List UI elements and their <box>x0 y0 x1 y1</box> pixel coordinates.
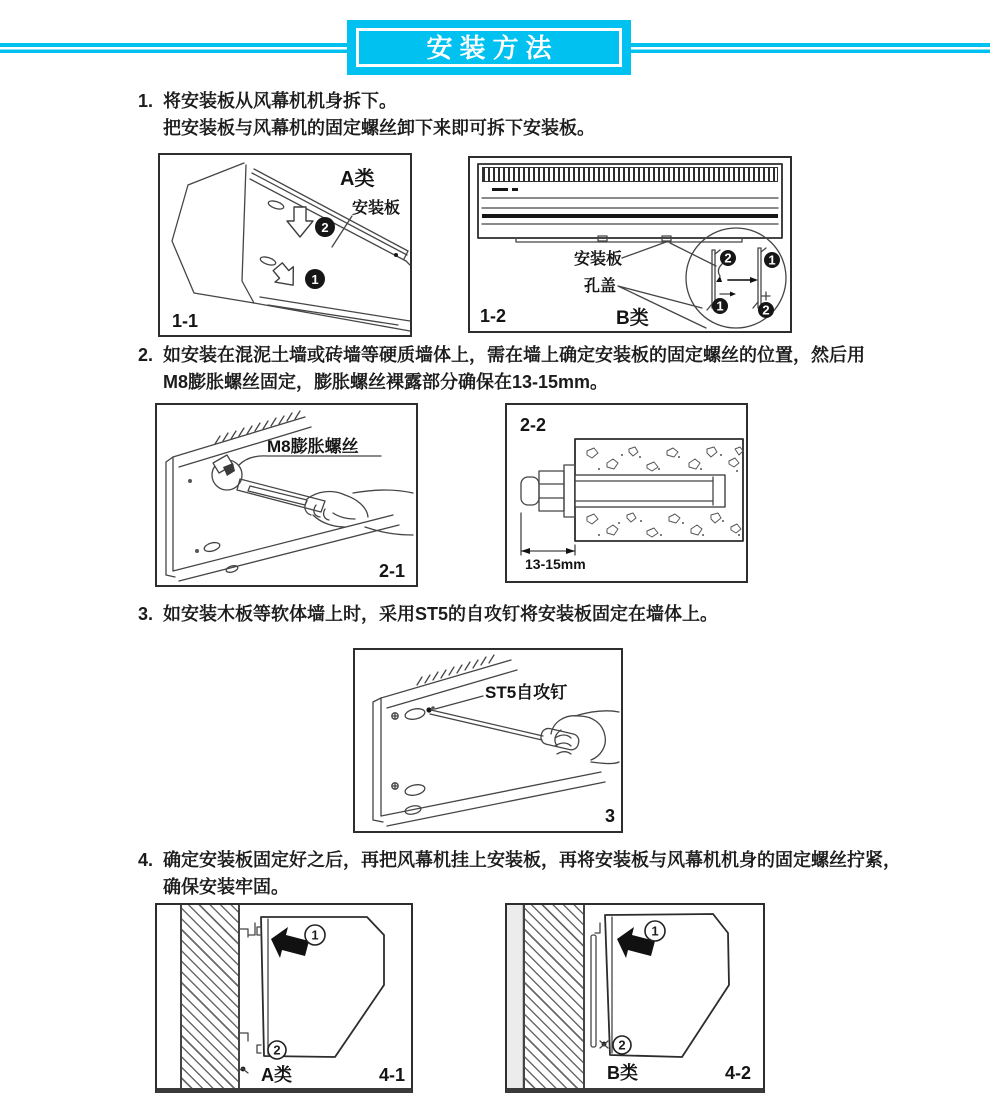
step-1-line-1: 将安装板从风幕机机身拆下。 <box>163 91 397 111</box>
hand <box>551 711 619 764</box>
step-2-text <box>163 342 865 396</box>
arrow-down-icon <box>287 207 313 237</box>
figure-4-1 <box>155 903 413 1093</box>
step-3-line-1: 如安装木板等软体墙上时，采用ST5的自攻钉将安装板固定在墙体上。 <box>163 604 719 624</box>
figure-caption: 1-1 <box>172 311 199 331</box>
figure-2-2-drawing <box>507 405 746 581</box>
figure-1-2-drawing <box>470 158 790 331</box>
svg-text:2: 2 <box>273 1042 281 1058</box>
step-1-text <box>163 88 595 142</box>
expansion-bolt <box>521 465 725 517</box>
figure-caption: 3 <box>605 806 616 826</box>
mounting-plate-label: 安装板 <box>352 200 401 217</box>
detail-marker-2 <box>720 250 736 266</box>
figure-1-1 <box>158 153 412 337</box>
svg-text:1: 1 <box>311 272 319 287</box>
step-marker-2-outline <box>268 1041 286 1059</box>
type-b-label: B类 <box>607 1063 638 1083</box>
page-title: 安装方法 <box>426 32 559 63</box>
svg-text:1: 1 <box>651 923 659 939</box>
m8-bolt-label: M8膨胀螺丝 <box>267 437 359 456</box>
step-marker-2-filled <box>315 217 335 237</box>
wrench <box>212 455 325 512</box>
svg-text:2: 2 <box>618 1037 626 1053</box>
step-4-number: 4. <box>138 850 154 870</box>
svg-text:1: 1 <box>716 298 724 314</box>
figure-2-1-drawing <box>157 405 416 585</box>
figure-4-2 <box>505 903 765 1093</box>
leader-line <box>435 696 483 709</box>
leader-line <box>239 456 381 465</box>
step-4-line-2: 确保安装牢固。 <box>163 877 289 897</box>
step-4 <box>138 847 901 901</box>
figure-caption: 4-2 <box>725 1063 752 1083</box>
type-a-label: A类 <box>340 168 375 190</box>
step-2-number: 2. <box>138 345 154 365</box>
figure-caption: 1-2 <box>480 306 507 326</box>
detail-marker-1 <box>764 252 780 268</box>
figure-2-2 <box>505 403 748 583</box>
dimension-13-15mm <box>521 513 586 572</box>
st5-screw-label: ST5自攻钉 <box>485 683 568 702</box>
wall-brackets <box>238 923 255 1073</box>
figure-caption: 2-2 <box>520 415 547 435</box>
step-2 <box>138 342 865 396</box>
screw-icon <box>600 1041 608 1048</box>
arrow-left-icon <box>271 927 309 958</box>
figure-3 <box>353 648 623 833</box>
step-3-number: 3. <box>138 604 154 624</box>
wall-rail-bracket <box>591 923 600 1047</box>
step-1 <box>138 88 595 142</box>
svg-text:1: 1 <box>768 252 776 268</box>
figure-4-2-drawing <box>507 905 763 1088</box>
svg-text:2: 2 <box>321 220 329 235</box>
step-2-line-2: M8膨胀螺丝固定，膨胀螺丝裸露部分确保在13-15mm。 <box>163 372 609 392</box>
step-4-text <box>163 847 901 901</box>
svg-text:2: 2 <box>724 250 732 266</box>
dimension-label: 13-15mm <box>525 556 586 572</box>
air-outlet-grille <box>482 167 778 182</box>
svg-text:1: 1 <box>311 927 319 943</box>
svg-text:2: 2 <box>762 302 770 318</box>
detail-marker-2b <box>758 302 774 318</box>
step-4-line-1: 确定安装板固定好之后，再把风幕机挂上安装板，再将安装板与风幕机机身的固定螺丝拧紧， <box>163 850 901 870</box>
mounting-plate <box>373 655 605 826</box>
step-marker-2-outline <box>613 1036 631 1054</box>
step-1-number: 1. <box>138 91 154 111</box>
step-marker-1-outline <box>305 925 325 945</box>
figure-caption: 2-1 <box>379 561 406 581</box>
header-rule-left <box>0 43 348 53</box>
banner-inner-frame <box>356 28 622 67</box>
header-rule-right <box>630 43 990 53</box>
hole-cover-label: 孔盖 <box>584 278 617 295</box>
figure-1-1-drawing <box>160 155 410 335</box>
type-a-label: A类 <box>261 1065 292 1085</box>
step-2-line-1: 如安装在混泥土墙或砖墙等硬质墙体上，需在墙上确定安装板的固定螺丝的位置，然后用 <box>163 345 865 365</box>
step-3 <box>138 601 718 628</box>
figure-3-drawing <box>355 650 621 831</box>
figure-4-1-drawing <box>157 905 411 1088</box>
mounting-plate-label: 安装板 <box>574 251 623 268</box>
step-1-line-2: 把安装板与风幕机的固定螺丝卸下来即可拆下安装板。 <box>163 118 595 138</box>
figure-2-1 <box>155 403 418 587</box>
detail-marker-1b <box>712 298 728 314</box>
type-b-label: B类 <box>616 308 649 329</box>
step-3-text <box>163 601 718 628</box>
page-title-banner <box>347 20 631 75</box>
arrow-down-left-icon <box>269 259 303 293</box>
figure-caption: 4-1 <box>379 1065 406 1085</box>
step-marker-1-filled <box>305 269 325 289</box>
figure-1-2 <box>468 156 792 333</box>
step-marker-1-outline <box>645 921 665 941</box>
